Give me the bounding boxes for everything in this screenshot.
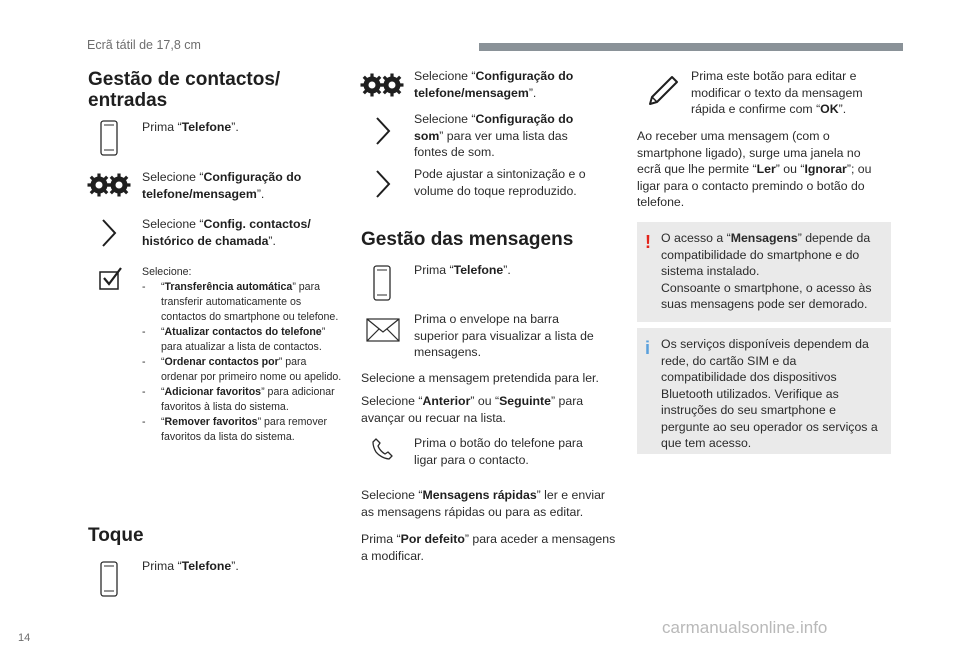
settings-gears-icon [360,72,404,98]
para-receive-message: Ao receber uma mensagem (com o smartphone ligado), surge uma janela no ecrã que lhe permite “Ler” ou “Ignorar”; ou ligar para o contacto premindo o botão do telefone. [637,129,872,209]
chevron-right-icon [375,169,391,199]
para-quick-messages: Selecione “Mensagens rápidas” ler e enviar as mensagens rápidas ou para as editar. [361,488,606,519]
list-item: - “Atualizar contactos do telefone” para atualizar a lista de contactos. [142,326,326,353]
messages-heading: Gestão das mensagens [361,229,574,250]
step-select-phone-settings: Selecione “Configuração do telefone/mensagem”. [142,170,302,201]
watermark: carmanualsonline.info [662,618,828,637]
options-intro: Selecione: [142,266,192,278]
para-select-message: Selecione a mensagem pretendida para ler. [361,371,599,385]
toque-step-press-phone: Prima “Telefone”. [142,559,239,573]
info-icon: i [645,338,651,358]
msg-step-press-phone: Prima “Telefone”. [414,263,511,277]
page-number: 14 [18,632,31,644]
para-previous-next: Selecione “Anterior” ou “Seguinte” para avançar ou recuar na lista. [361,394,584,425]
header-bar [479,43,903,51]
step-adjust-ringtone: Pode ajustar a sintonização e o volume do toque reproduzido. [414,167,586,198]
list-item: - “Ordenar contactos por” para ordenar por primeiro nome ou apelido. [142,356,342,383]
warning-text-2: Consoante o smartphone, o acesso às suas mensagens pode ser demorado. [661,280,872,311]
list-item: - “Remover favoritos” para remover favoritos da lista do sistema. [142,416,328,443]
list-item: - “Transferência automática” para transferir automaticamente os contactos do smartphone ou telefone. [142,281,339,323]
chevron-right-icon [101,218,117,248]
pencil-icon [646,74,680,108]
info-text: Os serviços disponíveis dependem da rede, do cartão SIM e da compatibilidade dos dispositivos Bluetooth utilizados. Verifique as instruções do seu smartphone e pergunte ao seu operador os serviços a que tem acesso. [661,337,878,450]
step-select-sound-settings: Selecione “Configuração do som” para ver uma lista das fontes de som. [414,112,574,159]
toque-heading: Toque [88,525,144,546]
msg-step-envelope: Prima o envelope na barra superior para visualizar a lista de mensagens. [414,312,594,359]
smartphone-icon [99,119,119,157]
list-item: - “Adicionar favoritos” para adicionar favoritos à lista do sistema. [142,386,335,413]
step-select-phone-settings: Selecione “Configuração do telefone/mensagem”. [414,69,574,100]
phone-handset-icon [371,437,395,461]
step-press-phone: Prima “Telefone”. [142,120,239,134]
edit-quick-message-step: Prima este botão para editar e modificar o texto da mensagem rápida e confirme com “OK”. [691,69,863,116]
section-label: Ecrã tátil de 17,8 cm [87,38,201,52]
warning-notice [637,222,891,322]
msg-step-call-contact: Prima o botão do telefone para ligar para o contacto. [414,436,583,467]
contact-options-list [142,265,342,445]
warning-text: O acesso a “Mensagens” depende da compatibilidade do smartphone e do sistema instalado. [661,231,871,278]
smartphone-icon [372,264,392,302]
step-select-contact-config: Selecione “Config. contactos/ histórico de chamada”. [142,217,311,248]
chevron-right-icon [375,116,391,146]
envelope-icon [366,318,400,342]
warning-icon: ! [645,232,651,252]
para-default-messages: Prima “Por defeito” para aceder a mensagens a modificar. [361,532,616,563]
smartphone-icon [99,560,119,598]
contacts-heading: Gestão de contactos/ entradas [88,69,281,111]
checkbox-icon [98,265,124,291]
settings-gears-icon [87,172,131,198]
info-notice [637,328,891,454]
